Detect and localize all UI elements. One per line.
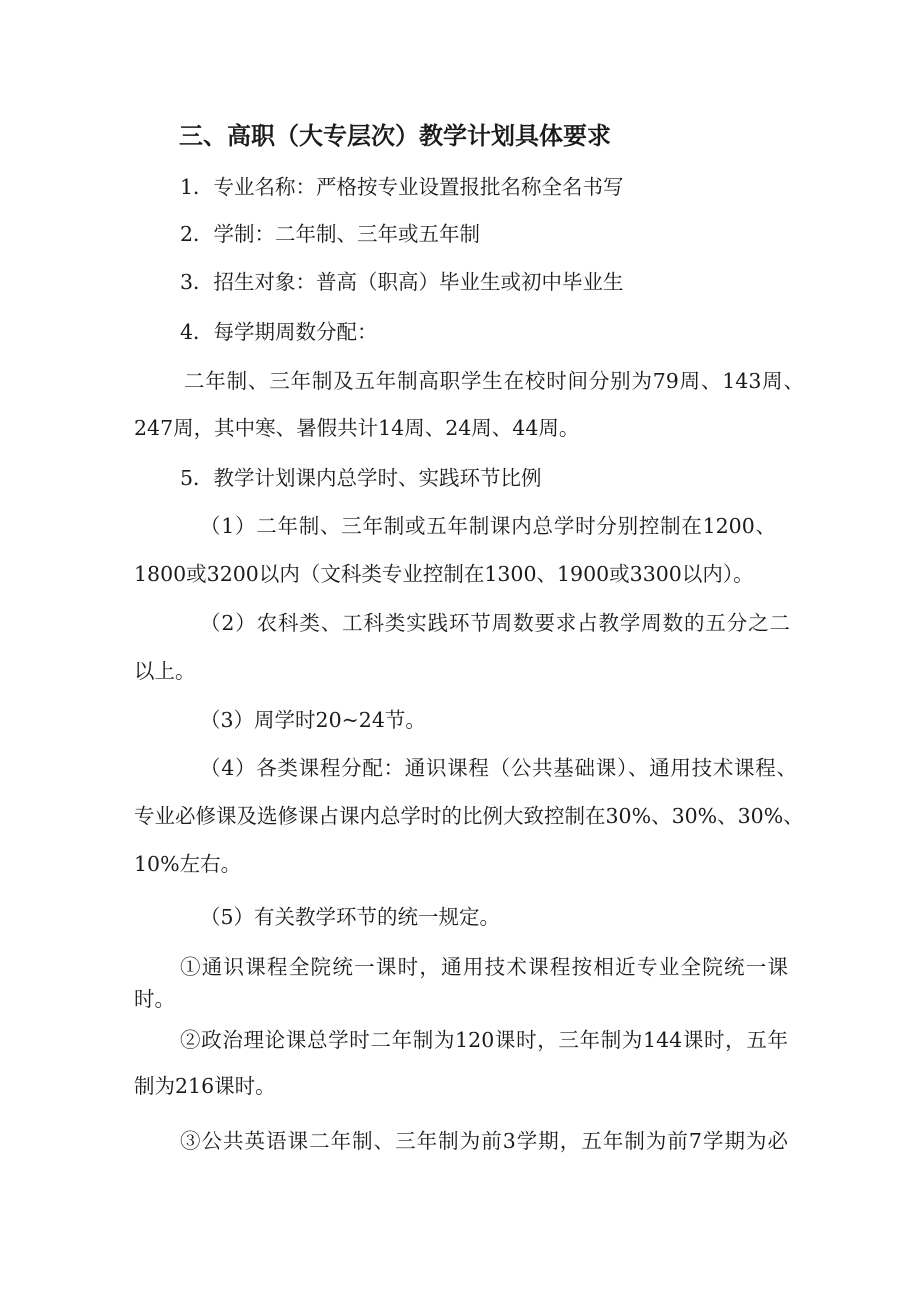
sub-1-line-1: （1）二年制、三年制或五年制课内总学时分别控制在1200、 xyxy=(200,514,776,538)
sub-1-line-2: 1800或3200以内（文科类专业控制在1300、1900或3300以内）。 xyxy=(134,562,754,586)
rule-1-line-2: 时。 xyxy=(134,987,175,1011)
item-ratio-title: 5．教学计划课内总学时、实践环节比例 xyxy=(180,466,542,490)
rule-2-line-1: ②政治理论课总学时二年制为120课时，三年制为144课时，五年 xyxy=(180,1028,788,1052)
sub-2-line-1: （2）农科类、工科类实践环节周数要求占教学周数的五分之二 xyxy=(200,611,790,635)
sub-4-line-2: 专业必修课及选修课占课内总学时的比例大致控制在30%、30%、30%、 xyxy=(134,804,804,828)
sub-2-line-2: 以上。 xyxy=(134,659,196,683)
sub-5: （5）有关教学环节的统一规定。 xyxy=(200,905,501,929)
sub-4-line-1: （4）各类课程分配：通识课程（公共基础课）、通用技术课程、 xyxy=(200,756,797,780)
weeks-paragraph-line-1: 二年制、三年制及五年制高职学生在校时间分别为79周、143周、 xyxy=(184,369,804,393)
section-heading: 三、高职（大专层次）教学计划具体要求 xyxy=(179,122,611,150)
sub-4-line-3: 10%左右。 xyxy=(134,852,242,876)
weeks-paragraph-line-2: 247周，其中寒、暑假共计14周、24周、44周。 xyxy=(134,416,580,440)
rule-3-line-1: ③公共英语课二年制、三年制为前3学期，五年制为前7学期为必 xyxy=(180,1129,788,1153)
item-weeks-title: 4．每学期周数分配： xyxy=(180,320,378,344)
rule-1-line-1: ①通识课程全院统一课时，通用技术课程按相近专业全院统一课 xyxy=(180,955,788,979)
sub-3: （3）周学时20~24节。 xyxy=(200,708,426,732)
item-major-name: 1．专业名称：严格按专业设置报批名称全名书写 xyxy=(180,175,624,199)
item-duration: 2．学制：二年制、三年或五年制 xyxy=(180,222,481,246)
item-enrollment: 3．招生对象：普高（职高）毕业生或初中毕业生 xyxy=(180,270,624,294)
rule-2-line-2: 制为216课时。 xyxy=(134,1074,276,1098)
